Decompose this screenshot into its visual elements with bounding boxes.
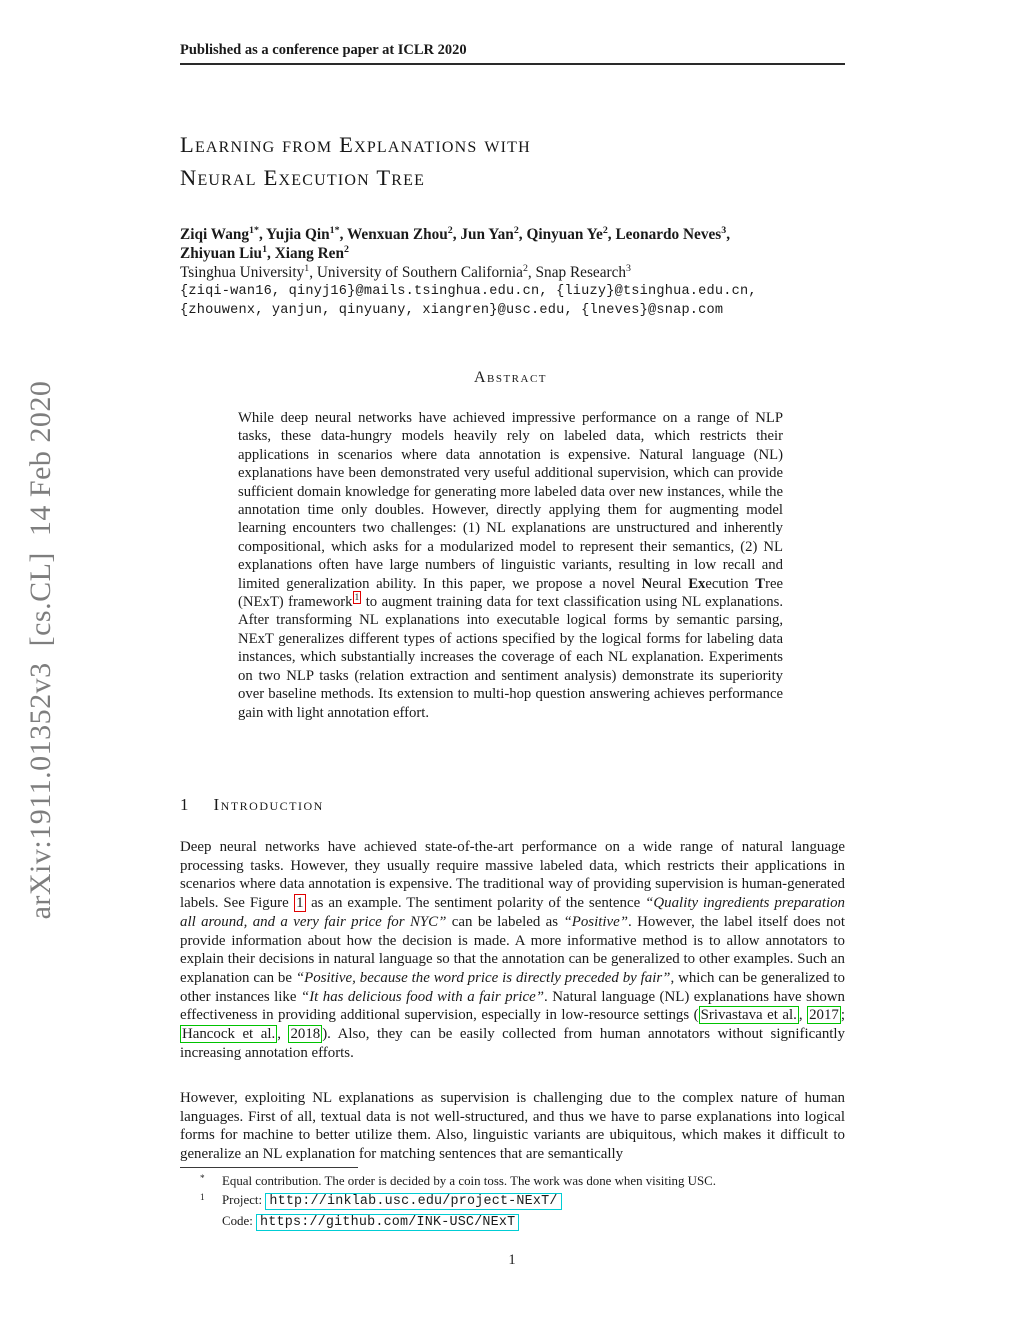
text-run: Leonardo Neves (615, 226, 722, 243)
text-run: , (277, 1026, 289, 1043)
paper-title-line2: Neural Execution Tree (180, 165, 426, 190)
authors-line-2 (180, 244, 860, 263)
text-run: , University of Southern California (309, 264, 523, 281)
text-run: , (518, 226, 527, 243)
footnote-equal-contribution (180, 1172, 845, 1191)
text-run: 1 (304, 262, 310, 274)
text-run: , Snap Research (527, 264, 627, 281)
text-run: Xiang Ren (274, 245, 344, 262)
arxiv-watermark: arXiv:1911.01352v3 [cs.CL] 14 Feb 2020 (24, 380, 57, 920)
citation-link[interactable]: 2017 (809, 1007, 839, 1024)
footnote-project (180, 1191, 845, 1212)
paper-title (180, 128, 860, 194)
citation-link[interactable]: Srivastava et al. (700, 1007, 797, 1024)
text-run: 2 (602, 224, 608, 236)
authors-line-1 (180, 225, 860, 244)
text-run: Ziqi Wang (180, 226, 250, 243)
abstract-body (238, 409, 783, 722)
section-title: Introduction (213, 795, 324, 814)
footnotes (180, 1172, 845, 1232)
header-rule (180, 63, 845, 65)
text-run: 2 (513, 224, 519, 236)
text-run: N (641, 575, 653, 592)
text-run: , which can be generalized to other instances like (180, 969, 845, 1005)
text-run: While deep neural networks have achieved impressive performance on a range of NLP tasks, these data-hungry models heavily rely on labeled data, which restricts their applications in scenarios where data annotation is expensive. Natural language (NL) explanations have been demonstrated very useful additional supervision, which can provide sufficient domain knowledge for generating more labeled data over new instances, while the annotation time only doubles. However, directly applying them for augmenting model learning encounters two challenges: (1) NL explanations are unstructured and inherently compositional, which asks for a modularized model to represent their semantics, (2) NL explanations often have large numbers of linguistic variants, resulting in low recall and limited generalization ability. In this paper, we propose a novel (238, 410, 783, 592)
text-run: ree (NExT) framework (238, 575, 783, 611)
citation-link[interactable]: Hancock et al. (182, 1026, 276, 1043)
text-run: 1* (249, 224, 259, 236)
text-run: Yujia Qin (266, 226, 330, 243)
text-run: Deep neural networks have achieved state-of-the-art performance on a wide range of natural language processing tasks. However, they usually require massive labeled data, which restricts their applications in scenarios where data annotation is expensive. The traditional way of providing supervision is human-generated labels. See Figure (180, 839, 845, 912)
text-run: ; (840, 1007, 845, 1024)
text-run: “Positive” (563, 913, 628, 930)
text-run: 1* (329, 224, 340, 236)
project-url-link[interactable]: http://inklab.usc.edu/project-NExT/ (265, 1193, 561, 1210)
intro-paragraph-1 (180, 838, 845, 1062)
text-run: , (339, 226, 347, 243)
footnote-rule (180, 1167, 358, 1168)
citation-link[interactable]: 2018 (290, 1026, 321, 1043)
intro-paragraph-2: However, exploiting NL explanations as supervision is challenging due to the complex nature of human languages. First of all, textual data is not well-structured, and thus we have to parse explanations into logical forms for machine to better utilize them. Also, linguistic variants are ubiquitous, which makes it difficult to generalize an NL explanation for matching sentences that are semantically (180, 1090, 845, 1163)
text-run: eural (652, 575, 689, 592)
figure-ref-link[interactable]: 1 (294, 894, 306, 912)
paper-title-line1: Learning from Explanations with (180, 132, 531, 157)
text-run: “Quality ingredients preparation all around, and a very fair price for NYC” (180, 895, 845, 930)
code-url-link[interactable]: https://github.com/INK-USC/NExT (256, 1214, 519, 1231)
footnote-star-text: Equal contribution. The order is decided by a coin toss. The work was done when visiting USC. (222, 1174, 716, 1188)
page-number: 1 (508, 1252, 516, 1268)
author-emails-line2: {zhouwenx, yanjun, qinyuany, xiangren}@usc.edu, {lneves}@snap.com (180, 303, 724, 318)
abstract-heading: Abstract (473, 369, 548, 386)
author-block (180, 225, 860, 320)
text-run: , (452, 226, 461, 243)
text-run: ). Also, they can be easily collected from human annotators without significantly increasing annotation efforts. (180, 1026, 845, 1061)
text-run: “It has delicious food with a fair price” (300, 988, 545, 1005)
project-label: Project: (222, 1192, 263, 1207)
text-run: Ex (688, 575, 706, 592)
text-run: ecution (705, 575, 756, 592)
text-run: can be labeled as (446, 913, 564, 930)
text-run: Qinyuan Ye (526, 226, 603, 243)
footnote-ref-link[interactable]: 1 (354, 592, 360, 604)
text-run: 2 (447, 224, 453, 236)
footnote-star-marker: * (200, 1174, 205, 1184)
text-run: . However, the label itself does not provide information about how the decision is made. A more informative method is to allow annotators to explain their decisions in natural language so that the annotation can be generalized to other examples. Such an explanation can be (180, 913, 845, 986)
section-1-heading (180, 795, 845, 815)
section-number: 1 (180, 795, 189, 814)
text-run: “Positive, because the word price is directly preceded by fair” (295, 969, 671, 986)
text-run: Tsinghua University (180, 264, 305, 281)
author-emails-line1: {ziqi-wan16, qinyj16}@mails.tsinghua.edu.cn, {liuzy}@tsinghua.edu.cn, (180, 284, 757, 299)
text-run: , (798, 1007, 808, 1024)
text-run: 3 (626, 262, 631, 274)
text-run: T (755, 575, 766, 592)
affiliations-line (180, 263, 860, 282)
footnote-one-marker: 1 (200, 1192, 205, 1203)
text-run: Jun Yan (460, 226, 514, 243)
running-header: Published as a conference paper at ICLR 2020 (180, 42, 467, 58)
text-run: . Natural language (NL) explanations have shown effectiveness in providing additional supervision, especially in low-resource settings ( (180, 988, 845, 1024)
text-run: as an example. The sentiment polarity of the sentence (306, 895, 646, 912)
text-run: to augment training data for text classification using NL explanations. After transforming NL explanations into executable logical forms by semantic parsing, NExT generalizes different types of actions specified by the logical forms for labeling data instances, which substantially increases the coverage of each NL explanation. Experiments on two NLP tasks (relation extraction and sentiment analysis) demonstrate its superiority over baseline methods. Its extension to multi-hop question answering achieves performance gain with light annotation effort. (238, 594, 783, 721)
text-run: , (726, 226, 731, 243)
text-run: Wenxuan Zhou (346, 226, 448, 243)
text-run: 1 (262, 243, 268, 255)
text-run: , (607, 226, 616, 243)
code-label: Code: (222, 1213, 253, 1228)
text-run: Zhiyuan Liu (180, 245, 263, 262)
text-run: 2 (522, 262, 528, 274)
text-run: 3 (721, 224, 727, 236)
text-run: , (258, 226, 267, 243)
footnote-code (180, 1212, 845, 1233)
text-run: 2 (343, 243, 349, 255)
text-run: , (267, 245, 275, 262)
